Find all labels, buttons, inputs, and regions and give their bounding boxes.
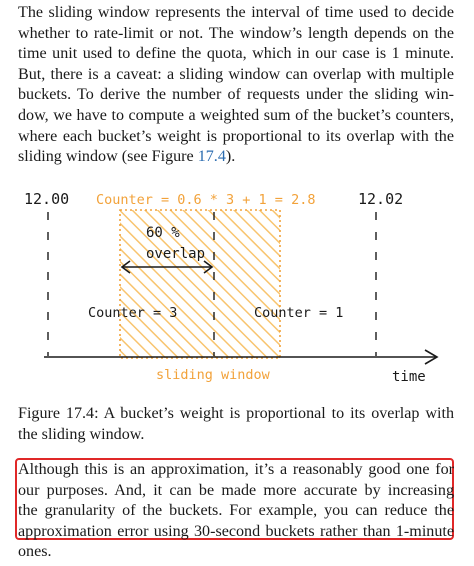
text-line: our purposes. And, it can be made more accurate by increasing xyxy=(18,481,454,499)
caption-line: Figure 17.4: A bucket’s weight is proportional to its overlap with xyxy=(18,405,454,422)
text-line: But, there is a caveat: a sliding window can overlap with multiple xyxy=(18,65,454,83)
text-line: dow, we have to compute a weighted sum of the bucket’s counters, xyxy=(18,106,454,124)
text-line: The sliding window represents the interval of time used to decide xyxy=(18,4,454,21)
bucket-right-counter: Counter = 1 xyxy=(254,305,344,321)
bucket-left-counter: Counter = 3 xyxy=(88,305,178,321)
sliding-window-region xyxy=(120,210,280,358)
overlap-percent: 60 % xyxy=(146,225,180,241)
figure-caption xyxy=(18,404,454,445)
caption-line: the sliding window. xyxy=(18,425,145,443)
text-line: ones. xyxy=(18,543,52,561)
sliding-window-figure xyxy=(18,186,454,386)
figure-reference-link[interactable]: 17.4 xyxy=(197,148,226,166)
text-line xyxy=(18,147,454,168)
overlap-label: overlap xyxy=(146,246,206,262)
time-end-label: 12.02 xyxy=(358,190,404,208)
time-axis-label: time xyxy=(392,369,426,385)
counter-formula: Counter = 0.6 * 3 + 1 = 2.8 xyxy=(96,192,316,208)
text-line-start: sliding window (see Figure xyxy=(18,148,198,166)
sliding-window-label: sliding window xyxy=(156,367,270,383)
text-line-end: ). xyxy=(225,148,236,166)
time-start-label: 12.00 xyxy=(24,190,70,208)
text-line: the granularity of the buckets. For example, you can reduce the xyxy=(18,502,454,520)
text-line: where each bucket’s weight is proportional to its overlap with the xyxy=(18,127,454,145)
text-line: approximation error using 30-second buckets rather than 1-minute xyxy=(18,522,454,540)
text-line: time unit used to define the quota, which in our case is 1 minute. xyxy=(18,45,454,63)
text-line: buckets. To derive the number of requests under the sliding win- xyxy=(18,86,454,104)
text-line: Although this is an approximation, it’s a reasonably good one for xyxy=(18,461,454,478)
paragraph-approximation xyxy=(18,460,454,563)
text-line: whether to rate-limit or not. The window’s length depends on the xyxy=(18,24,454,42)
paragraph-sliding-window xyxy=(18,3,454,168)
